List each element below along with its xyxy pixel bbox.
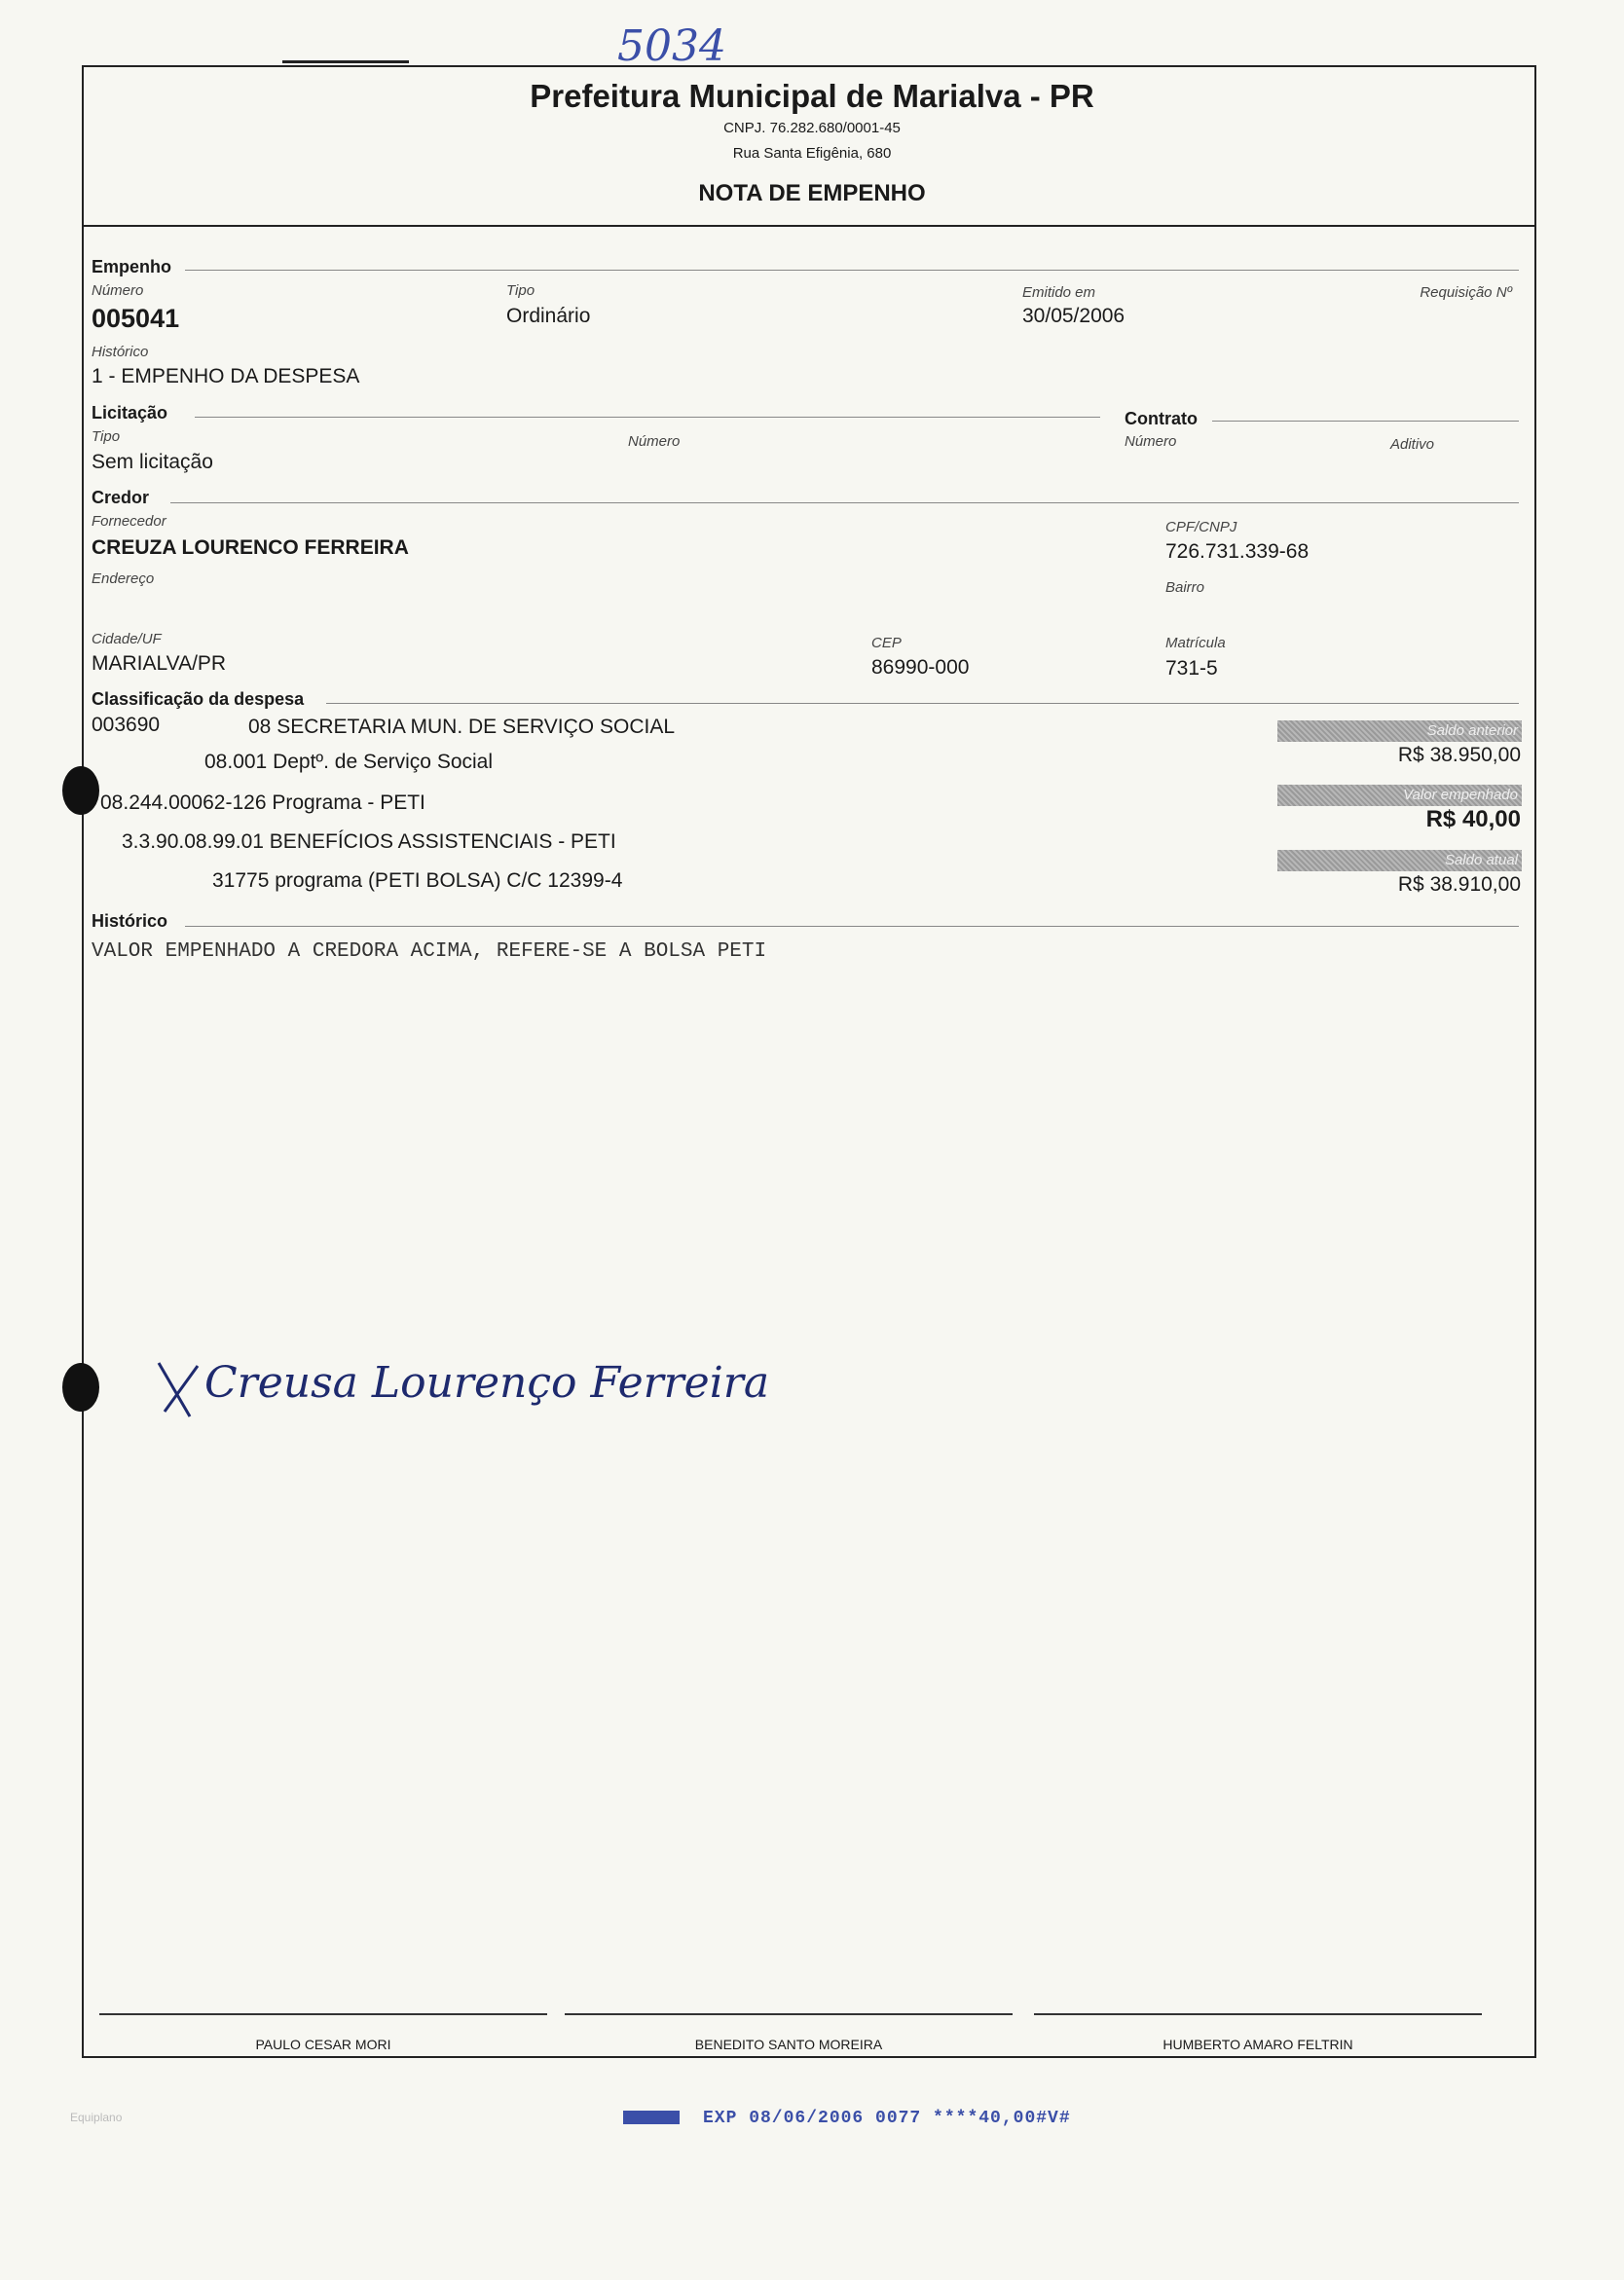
divider — [326, 703, 1519, 704]
bairro-label: Bairro — [1165, 579, 1205, 596]
signatory-1: PAULO CESAR MORI — [255, 2037, 391, 2052]
punch-hole — [62, 766, 99, 815]
saldo-atual-bar — [1277, 850, 1522, 871]
address: Rua Santa Efigênia, 680 — [732, 145, 892, 162]
fornecedor-label: Fornecedor — [92, 513, 166, 530]
divider — [185, 270, 1519, 271]
licitacao-tipo-label: Tipo — [92, 428, 121, 445]
divider — [1212, 421, 1519, 422]
saldo-atual-label: Saldo atual — [1444, 852, 1518, 868]
fornecedor-name: CREUZA LOURENCO FERREIRA — [92, 536, 409, 559]
header-divider — [82, 225, 1534, 227]
valor-empenhado-bar — [1277, 785, 1522, 806]
signatory-3: HUMBERTO AMARO FELTRIN — [1163, 2037, 1353, 2052]
saldo-atual: R$ 38.910,00 — [1397, 873, 1521, 896]
section-licitacao: Licitação — [92, 403, 168, 423]
emitido-label: Emitido em — [1022, 284, 1096, 301]
stamp-logo — [623, 2111, 680, 2124]
valor-empenhado: R$ 40,00 — [1425, 806, 1521, 832]
historico-label: Histórico — [92, 344, 149, 360]
licitacao-tipo: Sem licitação — [92, 451, 213, 473]
cep-value: 86990-000 — [871, 656, 970, 679]
divider — [185, 926, 1519, 927]
emitido-date: 30/05/2006 — [1022, 305, 1126, 327]
handwritten-number — [613, 19, 769, 68]
section-credor: Credor — [92, 488, 150, 507]
doc-type: NOTA DE EMPENHO — [698, 180, 926, 206]
section-contrato: Contrato — [1125, 409, 1198, 428]
matricula-value: 731-5 — [1165, 657, 1218, 680]
departamento: 08.001 Deptº. de Serviço Social — [204, 751, 494, 773]
endereco-label: Endereço — [92, 570, 155, 587]
cnpj: CNPJ. 76.282.680/0001-45 — [723, 120, 901, 136]
svg-text:5034: 5034 — [617, 21, 726, 68]
payment-stamp — [623, 2109, 1071, 2128]
numero-label: Número — [92, 282, 144, 299]
matricula-label: Matrícula — [1165, 635, 1226, 651]
secretaria: 08 SECRETARIA MUN. DE SERVIÇO SOCIAL — [248, 716, 676, 738]
valor-empenhado-label: Valor empenhado — [1403, 787, 1518, 803]
classificacao-code: 003690 — [92, 714, 161, 736]
saldo-anterior: R$ 38.950,00 — [1397, 744, 1521, 766]
cpf-label: CPF/CNPJ — [1165, 519, 1237, 535]
contrato-numero-label: Número — [1125, 433, 1177, 450]
footer-software: Equiplano — [70, 2111, 123, 2124]
licitacao-numero-label: Número — [628, 433, 681, 450]
aditivo-label: Aditivo — [1390, 436, 1435, 453]
requisicao-label: Requisição Nº — [1420, 284, 1512, 301]
svg-text:Creusa Lourenço Ferreira: Creusa Lourenço Ferreira — [204, 1358, 770, 1408]
page-title: Prefeitura Municipal de Marialva - PR — [530, 78, 1094, 114]
stamp-text: EXP 08/06/2006 0077 ****40,00#V# — [703, 2109, 1071, 2128]
empenho-historico: 1 - EMPENHO DA DESPESA — [92, 365, 360, 387]
saldo-anterior-label: Saldo anterior — [1426, 722, 1518, 739]
section-classificacao: Classificação da despesa — [92, 689, 305, 709]
programa: 08.244.00062-126 Programa - PETI — [100, 791, 425, 814]
conta: 31775 programa (PETI BOLSA) C/C 12399-4 — [212, 869, 623, 892]
cpf-value: 726.731.339-68 — [1165, 540, 1310, 563]
signature-line — [1034, 2013, 1482, 2015]
signature-line — [99, 2013, 547, 2015]
empenho-tipo: Ordinário — [506, 305, 591, 327]
handwritten-signature — [151, 1319, 930, 1436]
divider — [195, 417, 1100, 418]
section-historico: Histórico — [92, 911, 168, 931]
top-mark — [282, 60, 409, 63]
section-empenho: Empenho — [92, 257, 172, 276]
punch-hole — [62, 1363, 99, 1412]
cidade-value: MARIALVA/PR — [92, 652, 227, 675]
cep-label: CEP — [871, 635, 902, 651]
signatory-2: BENEDITO SANTO MOREIRA — [694, 2037, 883, 2052]
elemento-despesa: 3.3.90.08.99.01 BENEFÍCIOS ASSISTENCIAIS - PETI — [122, 830, 616, 853]
historico-text: VALOR EMPENHADO A CREDORA ACIMA, REFERE-SE A BOLSA PETI — [92, 940, 767, 963]
cidade-label: Cidade/UF — [92, 631, 162, 647]
signature-line — [565, 2013, 1013, 2015]
divider — [170, 502, 1519, 503]
empenho-numero: 005041 — [92, 304, 180, 333]
tipo-label: Tipo — [506, 282, 535, 299]
saldo-anterior-bar — [1277, 720, 1522, 742]
